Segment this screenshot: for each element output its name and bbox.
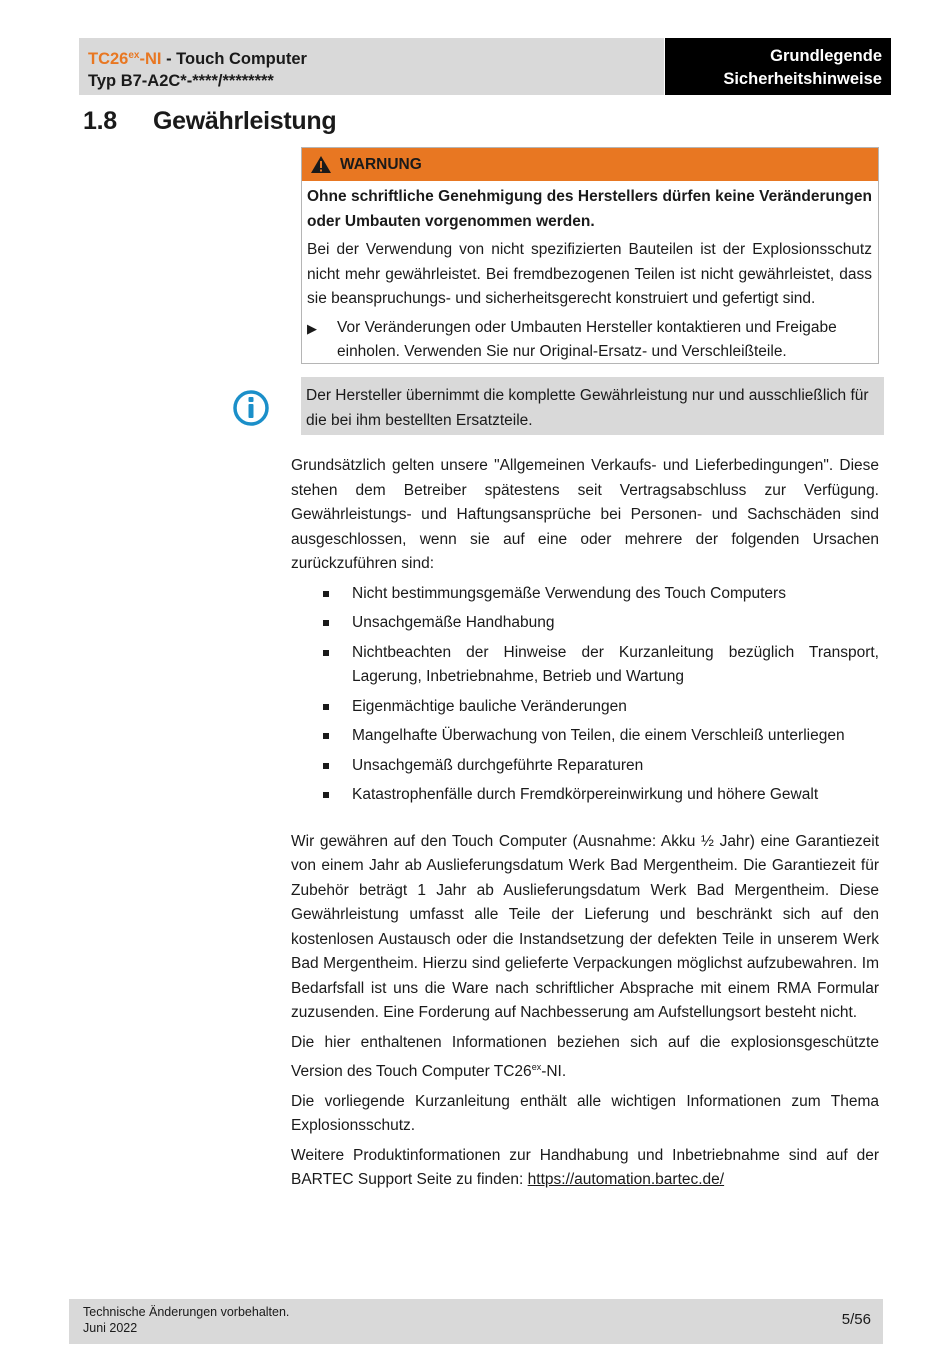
chapter-line-1: Grundlegende [770, 47, 882, 65]
product-type: Typ B7-A2C*-****/******** [88, 72, 274, 90]
list-item: Nicht bestimmungsgemäße Verwendung des Touch Computers [291, 582, 879, 607]
warranty-paragraph: Wir gewähren auf den Touch Computer (Ausnahme: Akku ½ Jahr) eine Garantiezeit von einem Jahr ab Auslieferungsdatum Werk Bad Mergentheim. Die Garantiezeit für Zubehör beträgt 1 Jahr ab Auslieferungsdatum Werk Bad Mergentheim. Diese Gewährleistung umfasst alle Teile der Lieferung und beschränkt sich auf den kostenlosen Austausch oder die Instandsetzung der defekten Teile in unserem Werk Bad Mergentheim. Hierzu sind gelieferte Verpackungen möglichst aufzubewahren. Im Bedarfsfall ist uns die Ware nach schriftlicher Absprache mit einem RMA Formular zuzusenden. Eine Forderung auf Nachbesserung am Aufstellungsort besteht nicht. [291, 832, 879, 1021]
list-item: Unsachgemäß durchgeführte Reparaturen [291, 754, 879, 779]
warning-box [301, 147, 879, 364]
section-number: 1.8 [83, 107, 117, 135]
header-chapter [665, 38, 891, 95]
list-item: Unsachgemäße Handhabung [291, 611, 879, 636]
page-number: 5/56 [841, 1311, 871, 1328]
manual-paragraph: Die vorliegende Kurzanleitung enthält alle wichtigen Informationen zum Thema Explosionsschutz. [291, 1092, 879, 1135]
version-paragraph: Die hier enthaltenen Informationen beziehen sich auf die explosionsgeschützte Version des Touch Computer $TC26^{ex}-NI$. [291, 1033, 879, 1081]
footer-date: Juni 2022 [83, 1321, 138, 1335]
section-title [83, 107, 336, 136]
bullet-square-icon [323, 620, 329, 626]
intro-paragraph: Grundsätzlich gelten unsere "Allgemeinen Verkaufs- und Lieferbedingungen". Diese stehen dem Betreiber spätestens seit Vertragsabschluss zur Verfügung. Gewährleistungs- und Haftungsansprüche bei Personen- und Sachschäden sind ausgeschlossen, wenn sie auf eine oder mehrere der folgenden Ursachen zurückzuführen sind: [291, 457, 879, 572]
header-product [79, 38, 664, 95]
warning-label: WARNUNG [340, 156, 422, 173]
warning-step [307, 316, 872, 365]
footer-notice: Technische Änderungen vorbehalten. [83, 1305, 290, 1319]
bullet-square-icon [323, 733, 329, 739]
info-note: Der Hersteller übernimmt die komplette Gewährleistung nur und ausschließlich für die bei ihm bestellten Ersatzteile. [301, 377, 884, 435]
main-content [291, 454, 879, 1198]
header-product-line [88, 45, 664, 70]
support-link[interactable]: https://automation.bartec.de/ [527, 1171, 725, 1189]
chapter-line-2: Sicherheitshinweise [723, 70, 882, 88]
bullet-square-icon [323, 704, 329, 710]
brand-name: $TC26^{ex}-NI$ [88, 50, 162, 68]
warning-headline: Ohne schriftliche Genehmigung des Herstellers dürfen keine Veränderungen oder Umbauten vorgenommen werden. [307, 188, 872, 230]
support-paragraph: Weitere Produktinformationen zur Handhabung und Inbetriebnahme sind auf der BARTEC Support Seite zu finden: https://automation.bartec.de/ [291, 1146, 879, 1189]
list-item: Katastrophenfälle durch Fremdkörpereinwirkung und höhere Gewalt [291, 783, 879, 808]
warning-body [302, 181, 878, 365]
warning-header [302, 148, 878, 181]
list-item: Eigenmächtige bauliche Veränderungen [291, 695, 879, 720]
list-item: Nichtbeachten der Hinweise der Kurzanleitung bezüglich Transport, Lagerung, Inbetriebnahme, Betrieb und Wartung [291, 641, 879, 690]
causes-list [291, 582, 879, 808]
warning-triangle-icon [310, 155, 332, 174]
section-heading: Gewährleistung [153, 107, 337, 135]
step-arrow-icon: ▶ [307, 320, 317, 336]
product-name: - Touch Computer [161, 50, 307, 68]
info-circle-icon [232, 389, 270, 427]
page-footer [69, 1299, 883, 1344]
bullet-square-icon [323, 650, 329, 656]
warning-step-text: Vor Veränderungen oder Umbauten Hersteller kontaktieren und Freigabe einholen. Verwenden Sie nur Original-Ersatz- und Verschleißteile. [337, 318, 837, 360]
bullet-square-icon [323, 792, 329, 798]
bullet-square-icon [323, 763, 329, 769]
bullet-square-icon [323, 591, 329, 597]
list-item: Mangelhafte Überwachung von Teilen, die einem Verschleiß unterliegen [291, 724, 879, 749]
warning-text: Bei der Verwendung von nicht spezifizierten Bauteilen ist der Explosionsschutz nicht mehr gewährleistet. Bei fremdbezogenen Teilen ist nicht gewährleistet, dass sie beanspruchungs- und sicherheitsgerecht konstruiert und gefertigt sind. [307, 241, 872, 307]
